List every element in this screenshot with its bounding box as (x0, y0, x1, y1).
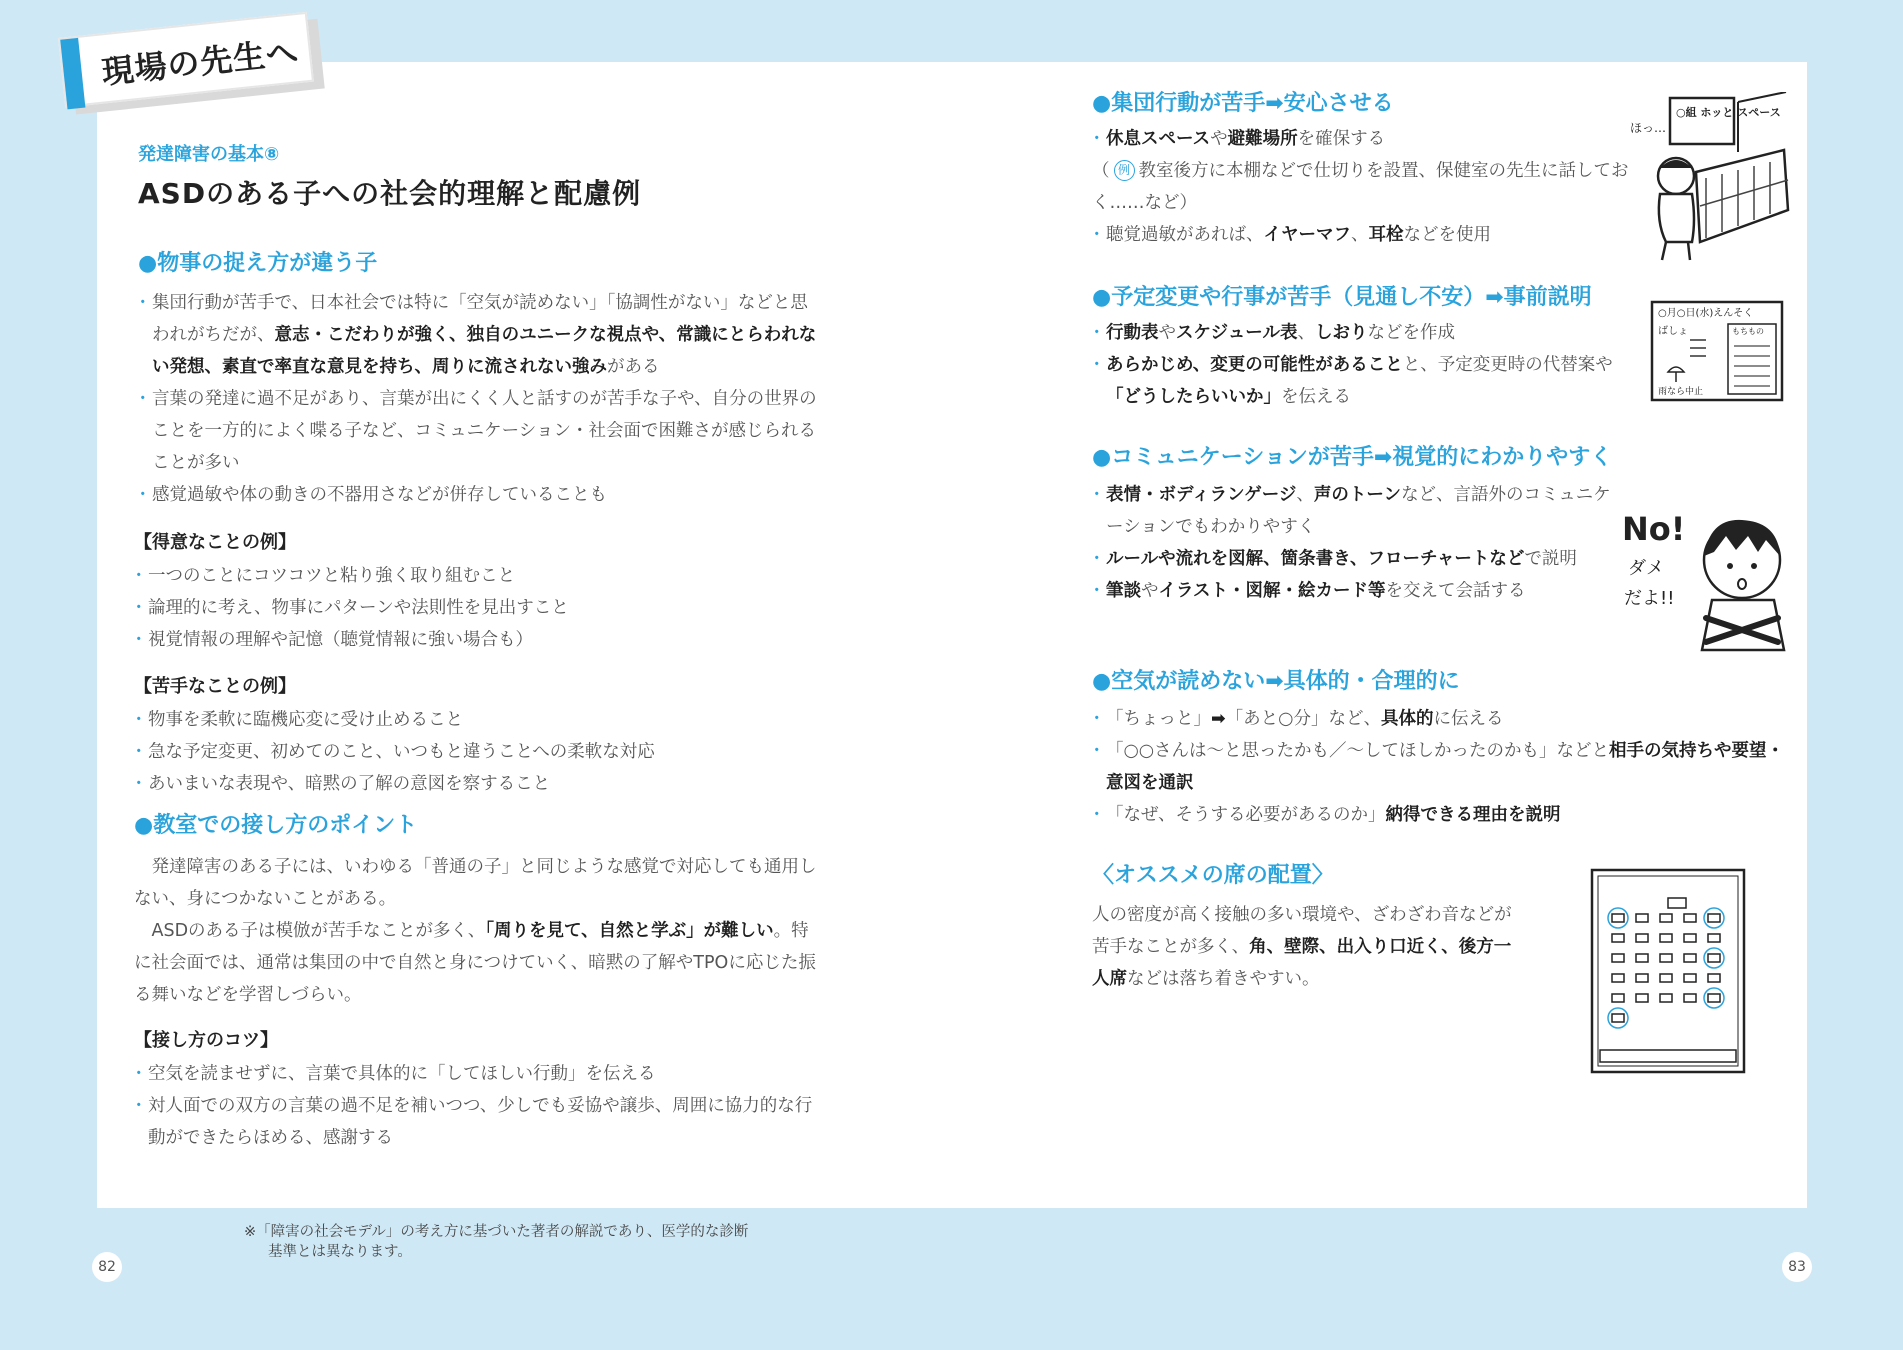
page-subtitle: 発達障害の基本⑧ (138, 144, 280, 165)
tab-stripe (60, 38, 85, 109)
weaknesses-block (134, 672, 814, 800)
window-line (1738, 92, 1786, 152)
desk (1684, 974, 1696, 982)
child-mouth (1738, 579, 1746, 589)
item-strong: 相手の気持ちや要望・意図を通訳 (1106, 741, 1785, 793)
page-number-right: 83 (1782, 1252, 1812, 1282)
list-item: ・ 感覚過敏や体の動きの不器用さなどが併存していることも (138, 479, 818, 511)
item-text: を伝える (1281, 387, 1351, 407)
item-strong: 筆談 (1106, 581, 1141, 601)
item-text: や (1141, 581, 1159, 601)
sign-text: ○組 ホッと スペース (1676, 106, 1781, 119)
para-text: などは落ち着きやすい。 (1127, 969, 1320, 989)
item-text: など、言語外のコミュニケーションでもわかりやすく (1106, 485, 1611, 537)
child-body (1659, 194, 1694, 242)
list-item: ・ 言葉の発達に過不足があり、言葉が出にくく人と話すのが苦手な子や、自分の世界のことを一方的によく喋る子など、コミュニケーション・社会面で困難さが感じられることが多い (138, 383, 818, 479)
child-eye (1751, 563, 1757, 569)
dame-text: ダメ (1628, 558, 1664, 579)
section-unreadable-air (1092, 664, 1792, 831)
desk (1636, 954, 1648, 962)
section-communication (1092, 440, 1652, 607)
item-text: 集団行動が苦手で、日本社会では特に「空気が読めない」「協調性がない」などと思われがちだが、 (152, 293, 808, 345)
item-text: や (1210, 129, 1228, 149)
item-strong: 具体的 (1380, 709, 1434, 729)
dayo-text: だよ!! (1624, 588, 1675, 609)
section-heading: ●コミュニケーションが苦手➡視覚的にわかりやすく (1092, 445, 1613, 470)
item-strong: イラスト・図解・絵カード等 (1158, 581, 1386, 601)
list-item: ・ 空気を読ませずに、言葉で具体的に「してほしい行動」を伝える (134, 1058, 818, 1090)
list-item (1092, 349, 1622, 413)
list-item: ・ 物事を柔軟に臨機応変に受け止めること (134, 704, 814, 736)
sign-board (1670, 98, 1734, 144)
item-strong: あらかじめ、変更の可能性があること (1106, 355, 1403, 375)
desk (1708, 994, 1720, 1002)
item-text: 、 (1296, 485, 1314, 505)
section-heading: ●物事の捉え方が違う子 (138, 251, 378, 276)
paragraph: 発達障害のある子には、いわゆる「普通の子」と同じような感覚で対応しても通用しない、身につかないことがある。 (134, 857, 817, 909)
list-item: ・ 対人面での双方の言葉の過不足を補いつつ、少しでも妥協や譲歩、周囲に協力的な行動ができたらほめる、感謝する (134, 1090, 818, 1154)
item-text: 、 (1351, 225, 1369, 245)
schedule-illustration (1650, 300, 1786, 404)
item-text: を確保する (1297, 129, 1386, 149)
belongings-label: もちもの (1732, 327, 1764, 336)
section-perception (138, 246, 818, 511)
page-title: ASDのある子への社会的理解と配慮例 (138, 177, 642, 210)
desk (1660, 934, 1672, 942)
item-strong: 納得できる理由を説明 (1385, 805, 1561, 825)
section-heading: ●集団行動が苦手➡安心させる (1092, 91, 1394, 116)
item-strong: 避難場所 (1227, 129, 1298, 149)
desk (1636, 994, 1648, 1002)
section-classroom (134, 808, 818, 1011)
page-number-left: 82 (92, 1252, 122, 1282)
item-strong: 休息スペース (1106, 129, 1211, 149)
list-item: ・ 一つのことにコツコツと粘り強く取り組むこと (134, 560, 814, 592)
subheading: 【得意なことの例】 (134, 532, 296, 553)
bookshelf (1696, 150, 1788, 242)
item-text: 「ちょっと」 (1106, 709, 1211, 729)
rain-note: 雨なら中止 (1658, 387, 1704, 397)
desk (1612, 994, 1624, 1002)
list-item (1092, 479, 1622, 543)
subheading: 【接し方のコツ】 (134, 1030, 278, 1051)
item-strong: 表情・ボディランゲージ (1106, 485, 1297, 505)
desk (1660, 914, 1672, 922)
item-text: 「○○さんは～と思ったかも／～してほしかったのかも」などと (1106, 741, 1610, 761)
example-text: （ 例 教室後方に本棚などで仕切りを設置、保健室の先生に話しておく……など） (1092, 161, 1629, 213)
item-text: などを使用 (1403, 225, 1491, 245)
sheet-title: ○月○日(水)えんそく (1658, 308, 1754, 319)
section-heading: ●予定変更や行事が苦手（見通し不安）➡事前説明 (1092, 285, 1592, 310)
list-item: ・ 急な予定変更、初めてのこと、いつもと違うことへの柔軟な対応 (134, 736, 814, 768)
arrow-icon: ➡ (1211, 709, 1226, 729)
section-schedule (1092, 280, 1652, 413)
footnote (244, 1222, 824, 1262)
list-item: ・ 視覚情報の理解や記憶（聴覚情報に強い場合も） (134, 624, 814, 656)
item-text: 「なぜ、そうする必要があるのか」 (1106, 805, 1386, 825)
desk (1612, 934, 1624, 942)
item-text: を交えて会話する (1385, 581, 1526, 601)
item-text: 、 (1297, 323, 1315, 343)
item-strong: しおり (1314, 323, 1368, 343)
no-text: No! (1622, 510, 1686, 548)
item-strong: スケジュール表 (1176, 323, 1298, 343)
example-body: 教室後方に本棚などで仕切りを設置、保健室の先生に話しておく……など） (1092, 161, 1629, 213)
para-strong: 「周りを見て、自然と学ぶ」が難しい (485, 921, 774, 941)
item-text: で説明 (1524, 549, 1577, 569)
tab-label: 現場の先生へ (99, 33, 301, 92)
item-text: などを作成 (1367, 323, 1455, 343)
list-item (138, 287, 818, 383)
item-strong: 意志・こだわりが強く、独自のユニークな視点や、常識にとらわれない発想、素直で率直な意見を持ち、周りに流されない強み (152, 325, 817, 377)
desk (1684, 994, 1696, 1002)
desk (1660, 974, 1672, 982)
item-text: と、予定変更時の代替案や (1402, 355, 1613, 375)
list-item (1092, 735, 1792, 799)
item-text: に伝える (1433, 709, 1504, 729)
desk (1684, 914, 1696, 922)
desk (1636, 914, 1648, 922)
list-item: ・ あいまいな表現や、暗黙の了解の意図を察すること (134, 768, 814, 800)
item-strong: 声のトーン (1313, 485, 1402, 505)
strengths-block (134, 528, 814, 656)
item-strong: 行動表 (1106, 323, 1159, 343)
desk (1708, 954, 1720, 962)
desk (1684, 934, 1696, 942)
desk (1660, 994, 1672, 1002)
list-item (1092, 703, 1792, 735)
item-strong: ルールや流れを図解、箇条書き、フローチャートなど (1106, 549, 1525, 569)
list-item (1092, 123, 1632, 155)
no-child-illustration (1614, 500, 1794, 660)
list-item (1092, 317, 1622, 349)
child-legs (1662, 242, 1690, 260)
section-group-activity (1092, 86, 1632, 251)
item-strong: 耳栓 (1368, 225, 1404, 245)
desk (1612, 974, 1624, 982)
desk (1684, 954, 1696, 962)
item-strong: 「どうしたらいいか」 (1106, 387, 1281, 407)
list-item (1092, 219, 1632, 251)
section-heading: ●教室での接し方のポイント (134, 813, 418, 838)
list-item (1092, 575, 1622, 607)
desk (1660, 954, 1672, 962)
tips-block (134, 1026, 818, 1154)
seating-map (1588, 866, 1748, 1076)
paragraph (134, 915, 818, 1011)
item-text: がある (607, 357, 660, 377)
item-strong: イヤーマフ (1263, 225, 1351, 245)
list-item (1092, 799, 1792, 831)
desk (1612, 1014, 1624, 1022)
section-seating (1092, 858, 1512, 995)
footnote-line: ※「障害の社会モデル」の考え方に基づいた著者の解説であり、医学的な診断 (244, 1224, 749, 1240)
desk (1612, 954, 1624, 962)
section-heading: ●空気が読めない➡具体的・合理的に (1092, 669, 1460, 694)
desk (1636, 974, 1648, 982)
sigh-text: ほっ… (1630, 121, 1667, 135)
sheet-place: ばしょ (1658, 326, 1688, 337)
subheading: 【苦手なことの例】 (134, 676, 296, 697)
example-mark: 例 (1114, 160, 1135, 181)
footnote-line: 基準とは異なります。 (268, 1244, 412, 1260)
desk (1708, 934, 1720, 942)
rest-space-illustration (1626, 92, 1792, 264)
desk (1612, 914, 1624, 922)
para-strong: 角、壁際、出入り口近く、後方一人席 (1092, 937, 1512, 989)
desk (1708, 974, 1720, 982)
item-text: や (1158, 323, 1176, 343)
list-item: ・ 論理的に考え、物事にパターンや法則性を見出すこと (134, 592, 814, 624)
para-text: 人の密度が高く接触の多い環境や、ざわざわ音などが苦手なことが多く、 (1092, 905, 1512, 957)
list-item (1092, 543, 1622, 575)
child-eye (1727, 563, 1733, 569)
desk (1636, 934, 1648, 942)
item-text: 聴覚過敏があれば、 (1106, 225, 1264, 245)
item-text: 「あと○分」など、 (1225, 709, 1381, 729)
para-text: ASDのある子は模倣が苦手なことが多く、 (151, 921, 486, 941)
section-heading: 〈オススメの席の配置〉 (1092, 863, 1334, 888)
paragraph (1092, 899, 1512, 995)
para-text: 。特に社会面では、通常は集団の中で自然と身につけていく、暗黙の了解やTPOに応じた振る舞いなどを学習しづらい。 (134, 921, 816, 1005)
desk (1708, 914, 1720, 922)
